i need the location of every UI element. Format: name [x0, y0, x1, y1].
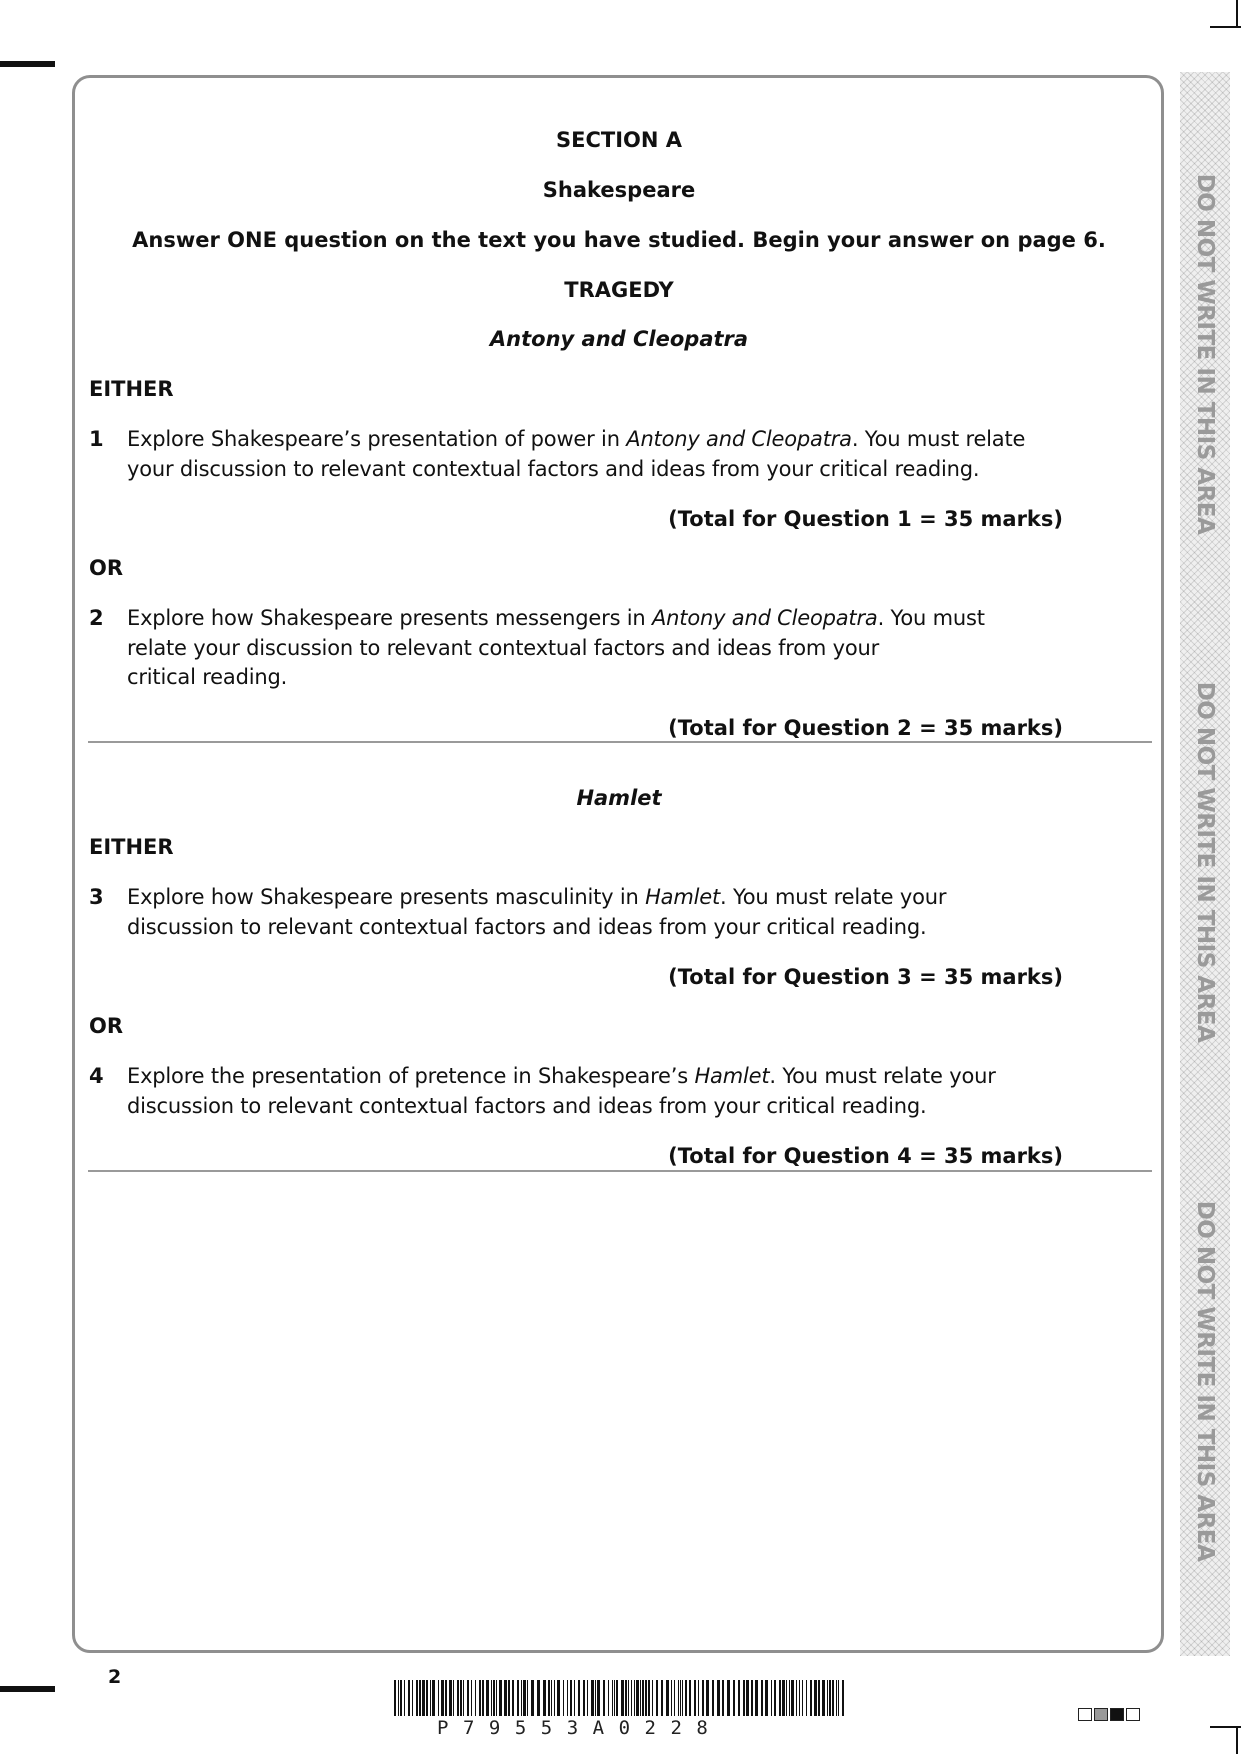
- barcode-icon: [394, 1680, 844, 1716]
- or-label: OR: [89, 556, 124, 580]
- question-text: [127, 883, 1067, 942]
- registration-mark-bottom: [0, 1686, 55, 1692]
- question-marks: (Total for Question 1 = 35 marks): [668, 507, 1063, 531]
- question-line: Explore how Shakespeare presents masculinity in Hamlet. You must relate your: [127, 885, 947, 909]
- question-line: Explore Shakespeare’s presentation of power in Antony and Cleopatra. You must relate: [127, 427, 1026, 451]
- question-number: 4: [89, 1064, 104, 1088]
- genre-heading: TRAGEDY: [564, 278, 674, 302]
- content-frame: [72, 75, 1164, 1653]
- indicator-box-grey: [1094, 1708, 1108, 1721]
- indicator-box-empty: [1078, 1708, 1092, 1721]
- or-label: OR: [89, 1014, 124, 1038]
- text-title-hamlet: Hamlet: [576, 786, 662, 810]
- page-number: 2: [108, 1666, 122, 1688]
- question-marks: (Total for Question 3 = 35 marks): [668, 965, 1063, 989]
- side-warning-top: DO NOT WRITE IN THIS AREA: [1192, 173, 1218, 535]
- question-number: 1: [89, 427, 104, 451]
- crop-mark-bottom-right-vertical: [1236, 1727, 1238, 1754]
- divider-rule: [88, 741, 1152, 743]
- indicator-box-black: [1110, 1708, 1124, 1721]
- question-line: your discussion to relevant contextual factors and ideas from your critical reading.: [127, 456, 980, 481]
- question-line: Explore how Shakespeare presents messengers in Antony and Cleopatra. You must: [127, 606, 985, 630]
- crop-mark-top-right-vertical: [1236, 0, 1238, 27]
- barcode-number: P79553A0228: [437, 1717, 723, 1739]
- question-line: critical reading.: [127, 665, 288, 689]
- question-number: 2: [89, 606, 104, 630]
- question-text: [127, 425, 1067, 484]
- text-title-antony: Antony and Cleopatra: [489, 327, 749, 351]
- side-warning-bottom: DO NOT WRITE IN THIS AREA: [1192, 1200, 1218, 1562]
- question-number: 3: [89, 885, 104, 909]
- question-line: Explore the presentation of pretence in Shakespeare’s Hamlet. You must relate your: [127, 1064, 996, 1088]
- section-instruction: Answer ONE question on the text you have studied. Begin your answer on page 6.: [132, 228, 1106, 252]
- question-marks: (Total for Question 4 = 35 marks): [668, 1144, 1063, 1168]
- question-marks: (Total for Question 2 = 35 marks): [668, 716, 1063, 740]
- registration-mark-top: [0, 61, 55, 67]
- question-line: discussion to relevant contextual factors and ideas from your critical reading.: [127, 1093, 927, 1118]
- either-label: EITHER: [89, 377, 174, 401]
- page-indicator-boxes: [1078, 1708, 1140, 1721]
- section-title: SECTION A: [555, 128, 682, 152]
- question-line: discussion to relevant contextual factors and ideas from your critical reading.: [127, 914, 927, 939]
- question-text: [127, 1062, 1067, 1121]
- side-warning-middle: DO NOT WRITE IN THIS AREA: [1192, 681, 1218, 1043]
- divider-rule: [88, 1170, 1152, 1172]
- question-text: [127, 604, 1067, 693]
- question-line: relate your discussion to relevant contextual factors and ideas from your: [127, 635, 880, 660]
- section-subtitle: Shakespeare: [542, 178, 696, 202]
- indicator-box-empty: [1126, 1708, 1140, 1721]
- either-label: EITHER: [89, 835, 174, 859]
